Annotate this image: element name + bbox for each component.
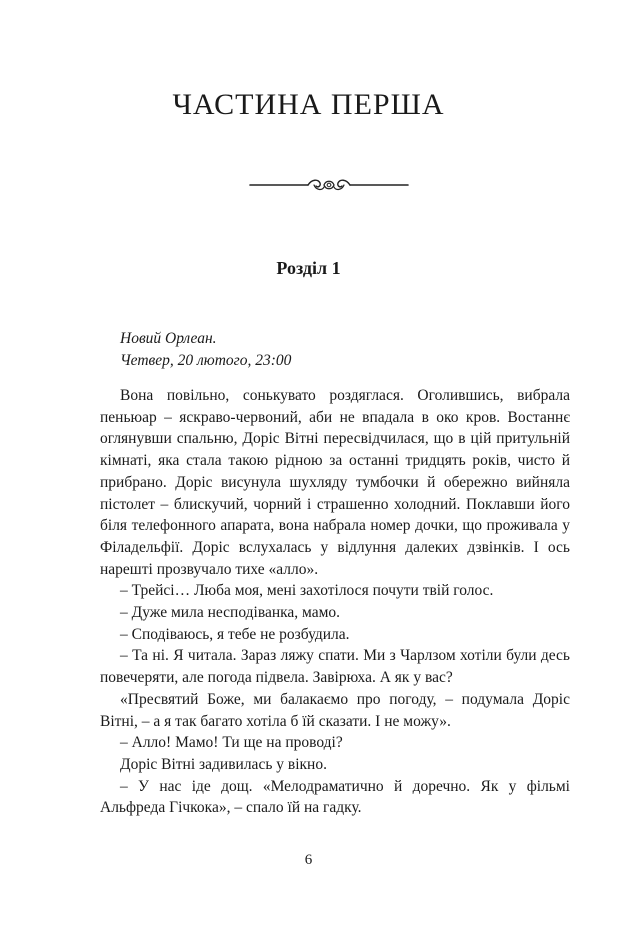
paragraph: – Сподіваюсь, я тебе не розбудила. [120, 625, 350, 643]
dateline [120, 328, 291, 372]
dateline-datetime: Четвер, 20 лютого, 23:00 [120, 352, 292, 369]
paragraph: – Алло! Мамо! Ти ще на проводі? [120, 734, 343, 752]
paragraph: Доріс Вітні задивилась у вікно. [120, 755, 327, 773]
paragraph: Вона повільно, сонькувато роздяглася. Оголившись, вибрала пеньюар – яскраво-червоний, аби не впадала в око кров. Востаннє оглянувши спальню, Доріс Вітні пересвідчилася, що в цій притульній кімнаті, яка стала такою рідною за останні тридцять років, чисто й прибрано. Доріс висунула шухляду тумбочки й обережно вийняла пістолет – блискучий, чорний і страшенно холодний. Поклавши його біля телефонного апарата, вона набрала номер дочки, що проживала у Філадельфії. Доріс вслухалась у відлуння далеких дзвінків. І ось нарешті прозвучало тихе «алло». [100, 387, 570, 578]
paragraph: «Пресвятий Боже, ми балакаємо про погоду, – подумала Доріс Вітні, – а я так багато хотіла б їй сказати. І не можу». [100, 690, 570, 730]
paragraph: – Та ні. Я читала. Зараз ляжу спати. Ми з Чарлзом хотіли були десь повечеряти, але погода підвела. Завірюха. А як у вас? [100, 647, 570, 687]
part-title: ЧАСТИНА ПЕРША [172, 88, 445, 121]
flourish-divider-icon [248, 172, 410, 198]
chapter-title: Розділ 1 [276, 258, 341, 278]
paragraph: – Трейсі… Люба моя, мені захотілося почути твій голос. [120, 582, 494, 600]
dateline-location: Новий Орлеан. [120, 330, 217, 347]
page-number: 6 [304, 852, 313, 868]
paragraph: – Дуже мила несподіванка, мамо. [120, 604, 341, 622]
chapter-body [100, 385, 570, 819]
paragraph: – У нас іде дощ. «Мелодраматично й доречно. Як у фільмі Альфреда Гічкока», – спало їй на гадку. [100, 777, 570, 817]
